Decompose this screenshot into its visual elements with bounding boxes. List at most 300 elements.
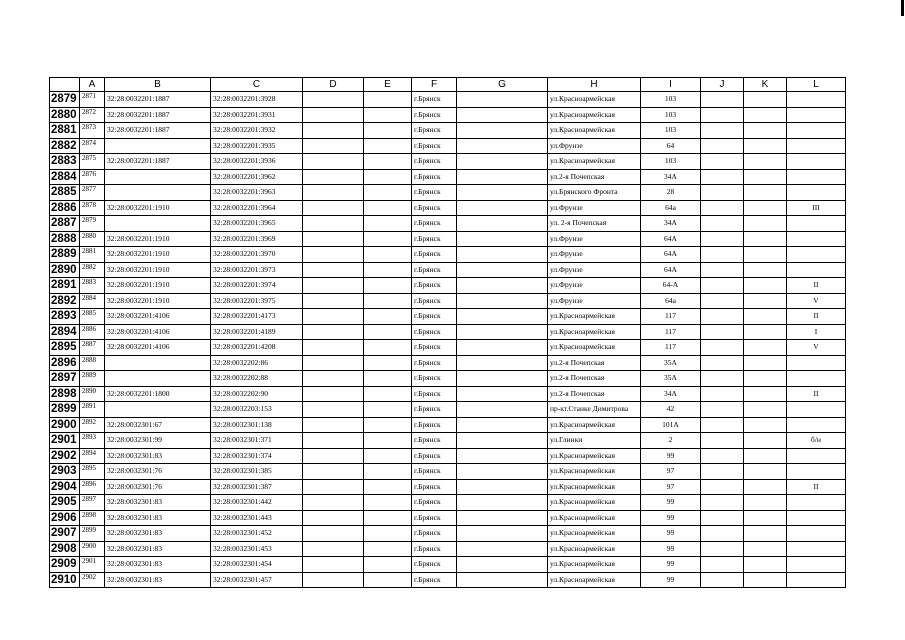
cell-a[interactable]: 2892	[80, 417, 105, 433]
cell-f[interactable]: г.Брянск	[412, 200, 457, 216]
cell-d[interactable]	[303, 417, 364, 433]
cell-k[interactable]	[744, 169, 787, 185]
cell-h[interactable]: ул.Красноармейская	[548, 123, 641, 139]
cell-k[interactable]	[744, 154, 787, 170]
cell-l[interactable]	[787, 572, 846, 588]
cell-d[interactable]	[303, 510, 364, 526]
cell-g[interactable]	[457, 293, 548, 309]
cell-c[interactable]: 32:28:0032201:4173	[211, 309, 303, 325]
cell-j[interactable]	[701, 200, 744, 216]
cell-a[interactable]: 2878	[80, 200, 105, 216]
cell-b[interactable]: 32:28:0032201:4106	[105, 340, 211, 356]
column-header-k[interactable]: K	[744, 78, 787, 92]
cell-a[interactable]: 2899	[80, 526, 105, 542]
cell-a[interactable]: 2882	[80, 262, 105, 278]
cell-j[interactable]	[701, 557, 744, 573]
cell-j[interactable]	[701, 169, 744, 185]
cell-g[interactable]	[457, 107, 548, 123]
cell-j[interactable]	[701, 216, 744, 232]
cell-j[interactable]	[701, 572, 744, 588]
cell-b[interactable]: 32:28:0032301:83	[105, 526, 211, 542]
cell-e[interactable]	[364, 355, 412, 371]
cell-e[interactable]	[364, 200, 412, 216]
cell-f[interactable]: г.Брянск	[412, 572, 457, 588]
cell-g[interactable]	[457, 479, 548, 495]
cell-b[interactable]: 32:28:0032301:83	[105, 541, 211, 557]
cell-g[interactable]	[457, 572, 548, 588]
cell-g[interactable]	[457, 495, 548, 511]
cell-h[interactable]: ул.Красноармейская	[548, 464, 641, 480]
cell-e[interactable]	[364, 216, 412, 232]
cell-k[interactable]	[744, 402, 787, 418]
cell-a[interactable]: 2881	[80, 247, 105, 263]
cell-k[interactable]	[744, 123, 787, 139]
cell-a[interactable]: 2889	[80, 371, 105, 387]
cell-k[interactable]	[744, 92, 787, 108]
cell-k[interactable]	[744, 107, 787, 123]
cell-f[interactable]: г.Брянск	[412, 92, 457, 108]
cell-d[interactable]	[303, 169, 364, 185]
cell-c[interactable]: 32:28:0032202:90	[211, 386, 303, 402]
cell-l[interactable]	[787, 510, 846, 526]
cell-j[interactable]	[701, 309, 744, 325]
cell-l[interactable]: II	[787, 479, 846, 495]
cell-a[interactable]: 2895	[80, 464, 105, 480]
cell-h[interactable]: ул.Фрунзе	[548, 247, 641, 263]
cell-a[interactable]: 2902	[80, 572, 105, 588]
cell-k[interactable]	[744, 557, 787, 573]
cell-h[interactable]: ул.2-я Почепская	[548, 169, 641, 185]
cell-e[interactable]	[364, 340, 412, 356]
cell-e[interactable]	[364, 386, 412, 402]
row-number-cell[interactable]: 2904	[50, 479, 80, 495]
row-number-cell[interactable]: 2899	[50, 402, 80, 418]
cell-d[interactable]	[303, 355, 364, 371]
row-number-cell[interactable]: 2897	[50, 371, 80, 387]
cell-b[interactable]: 32:28:0032201:1910	[105, 278, 211, 294]
cell-d[interactable]	[303, 138, 364, 154]
cell-g[interactable]	[457, 526, 548, 542]
row-number-cell[interactable]: 2889	[50, 247, 80, 263]
cell-d[interactable]	[303, 262, 364, 278]
cell-l[interactable]	[787, 169, 846, 185]
cell-h[interactable]: ул.Красноармейская	[548, 324, 641, 340]
cell-a[interactable]: 2893	[80, 433, 105, 449]
cell-c[interactable]: 32:28:0032301:138	[211, 417, 303, 433]
cell-b[interactable]	[105, 138, 211, 154]
cell-c[interactable]: 32:28:0032202:88	[211, 371, 303, 387]
cell-l[interactable]	[787, 247, 846, 263]
row-number-cell[interactable]: 2886	[50, 200, 80, 216]
cell-i[interactable]: 2	[641, 433, 701, 449]
cell-h[interactable]: ул.Фрунзе	[548, 293, 641, 309]
row-number-cell[interactable]: 2909	[50, 557, 80, 573]
cell-e[interactable]	[364, 557, 412, 573]
cell-l[interactable]	[787, 185, 846, 201]
cell-j[interactable]	[701, 371, 744, 387]
column-header-j[interactable]: J	[701, 78, 744, 92]
cell-l[interactable]	[787, 262, 846, 278]
cell-h[interactable]: ул.Красноармейская	[548, 417, 641, 433]
cell-i[interactable]: 103	[641, 123, 701, 139]
cell-d[interactable]	[303, 557, 364, 573]
cell-a[interactable]: 2891	[80, 402, 105, 418]
cell-k[interactable]	[744, 247, 787, 263]
cell-k[interactable]	[744, 479, 787, 495]
cell-k[interactable]	[744, 340, 787, 356]
cell-h[interactable]: ул.Красноармейская	[548, 495, 641, 511]
cell-d[interactable]	[303, 123, 364, 139]
cell-b[interactable]: 32:28:0032301:67	[105, 417, 211, 433]
cell-c[interactable]: 32:28:0032201:3935	[211, 138, 303, 154]
cell-h[interactable]: пр-кт.Станке Димитрова	[548, 402, 641, 418]
cell-d[interactable]	[303, 92, 364, 108]
cell-f[interactable]: г.Брянск	[412, 355, 457, 371]
cell-h[interactable]: ул.Фрунзе	[548, 278, 641, 294]
cell-f[interactable]: г.Брянск	[412, 479, 457, 495]
row-number-cell[interactable]: 2881	[50, 123, 80, 139]
cell-a[interactable]: 2897	[80, 495, 105, 511]
cell-f[interactable]: г.Брянск	[412, 123, 457, 139]
cell-b[interactable]: 32:28:0032301:83	[105, 448, 211, 464]
cell-h[interactable]: ул.Красноармейская	[548, 340, 641, 356]
column-header-f[interactable]: F	[412, 78, 457, 92]
cell-e[interactable]	[364, 448, 412, 464]
cell-b[interactable]: 32:28:0032201:1910	[105, 293, 211, 309]
cell-f[interactable]: г.Брянск	[412, 495, 457, 511]
cell-i[interactable]: 64А	[641, 262, 701, 278]
cell-j[interactable]	[701, 433, 744, 449]
row-number-cell[interactable]: 2883	[50, 154, 80, 170]
cell-e[interactable]	[364, 293, 412, 309]
cell-b[interactable]	[105, 355, 211, 371]
row-number-cell[interactable]: 2898	[50, 386, 80, 402]
cell-i[interactable]: 99	[641, 526, 701, 542]
cell-j[interactable]	[701, 293, 744, 309]
cell-g[interactable]	[457, 417, 548, 433]
column-header-b[interactable]: B	[105, 78, 211, 92]
cell-b[interactable]: 32:28:0032301:76	[105, 479, 211, 495]
cell-k[interactable]	[744, 309, 787, 325]
cell-k[interactable]	[744, 216, 787, 232]
cell-g[interactable]	[457, 464, 548, 480]
cell-h[interactable]: ул.Фрунзе	[548, 138, 641, 154]
cell-h[interactable]: ул.Красноармейская	[548, 92, 641, 108]
cell-f[interactable]: г.Брянск	[412, 169, 457, 185]
cell-b[interactable]: 32:28:0032201:1800	[105, 386, 211, 402]
cell-f[interactable]: г.Брянск	[412, 541, 457, 557]
cell-f[interactable]: г.Брянск	[412, 448, 457, 464]
row-number-cell[interactable]: 2893	[50, 309, 80, 325]
cell-f[interactable]: г.Брянск	[412, 231, 457, 247]
cell-l[interactable]	[787, 371, 846, 387]
cell-l[interactable]: б/н	[787, 433, 846, 449]
cell-h[interactable]: ул.Фрунзе	[548, 262, 641, 278]
cell-j[interactable]	[701, 479, 744, 495]
cell-c[interactable]: 32:28:0032301:452	[211, 526, 303, 542]
cell-i[interactable]: 64а	[641, 293, 701, 309]
cell-e[interactable]	[364, 278, 412, 294]
cell-a[interactable]: 2901	[80, 557, 105, 573]
cell-g[interactable]	[457, 324, 548, 340]
cell-g[interactable]	[457, 386, 548, 402]
cell-b[interactable]: 32:28:0032301:76	[105, 464, 211, 480]
cell-i[interactable]: 117	[641, 309, 701, 325]
cell-e[interactable]	[364, 138, 412, 154]
cell-g[interactable]	[457, 448, 548, 464]
cell-b[interactable]	[105, 371, 211, 387]
cell-g[interactable]	[457, 433, 548, 449]
cell-c[interactable]: 32:28:0032201:3963	[211, 185, 303, 201]
cell-e[interactable]	[364, 417, 412, 433]
cell-b[interactable]: 32:28:0032201:1910	[105, 231, 211, 247]
cell-l[interactable]	[787, 231, 846, 247]
cell-c[interactable]: 32:28:0032201:4208	[211, 340, 303, 356]
cell-f[interactable]: г.Брянск	[412, 510, 457, 526]
cell-d[interactable]	[303, 185, 364, 201]
cell-j[interactable]	[701, 340, 744, 356]
cell-d[interactable]	[303, 526, 364, 542]
cell-k[interactable]	[744, 355, 787, 371]
cell-k[interactable]	[744, 510, 787, 526]
row-number-cell[interactable]: 2905	[50, 495, 80, 511]
cell-e[interactable]	[364, 185, 412, 201]
cell-d[interactable]	[303, 386, 364, 402]
cell-b[interactable]: 32:28:0032201:4106	[105, 324, 211, 340]
cell-k[interactable]	[744, 138, 787, 154]
cell-h[interactable]: ул.Красноармейская	[548, 557, 641, 573]
cell-b[interactable]: 32:28:0032301:83	[105, 495, 211, 511]
cell-g[interactable]	[457, 216, 548, 232]
cell-e[interactable]	[364, 309, 412, 325]
cell-a[interactable]: 2872	[80, 107, 105, 123]
cell-h[interactable]: ул.Брянского Фронта	[548, 185, 641, 201]
cell-f[interactable]: г.Брянск	[412, 154, 457, 170]
cell-c[interactable]: 32:28:0032201:4189	[211, 324, 303, 340]
cell-c[interactable]: 32:28:0032201:3965	[211, 216, 303, 232]
cell-i[interactable]: 64а	[641, 200, 701, 216]
cell-a[interactable]: 2887	[80, 340, 105, 356]
cell-k[interactable]	[744, 541, 787, 557]
cell-h[interactable]: ул.Красноармейская	[548, 541, 641, 557]
cell-d[interactable]	[303, 541, 364, 557]
cell-d[interactable]	[303, 107, 364, 123]
cell-d[interactable]	[303, 293, 364, 309]
cell-c[interactable]: 32:28:0032201:3928	[211, 92, 303, 108]
cell-g[interactable]	[457, 371, 548, 387]
cell-i[interactable]: 64А	[641, 231, 701, 247]
cell-i[interactable]: 34А	[641, 169, 701, 185]
cell-k[interactable]	[744, 324, 787, 340]
cell-l[interactable]	[787, 464, 846, 480]
cell-c[interactable]: 32:28:0032301:443	[211, 510, 303, 526]
cell-j[interactable]	[701, 417, 744, 433]
cell-e[interactable]	[364, 169, 412, 185]
cell-b[interactable]	[105, 402, 211, 418]
cell-g[interactable]	[457, 278, 548, 294]
cell-a[interactable]: 2877	[80, 185, 105, 201]
cell-f[interactable]: г.Брянск	[412, 417, 457, 433]
cell-l[interactable]	[787, 557, 846, 573]
cell-f[interactable]: г.Брянск	[412, 293, 457, 309]
cell-c[interactable]: 32:28:0032301:453	[211, 541, 303, 557]
cell-b[interactable]: 32:28:0032201:1910	[105, 200, 211, 216]
cell-g[interactable]	[457, 154, 548, 170]
row-number-cell[interactable]: 2890	[50, 262, 80, 278]
row-number-cell[interactable]: 2908	[50, 541, 80, 557]
cell-j[interactable]	[701, 526, 744, 542]
cell-j[interactable]	[701, 262, 744, 278]
cell-k[interactable]	[744, 231, 787, 247]
cell-k[interactable]	[744, 278, 787, 294]
cell-i[interactable]: 99	[641, 557, 701, 573]
cell-b[interactable]	[105, 185, 211, 201]
cell-k[interactable]	[744, 262, 787, 278]
row-number-cell[interactable]: 2900	[50, 417, 80, 433]
cell-i[interactable]: 117	[641, 324, 701, 340]
cell-f[interactable]: г.Брянск	[412, 138, 457, 154]
cell-l[interactable]	[787, 92, 846, 108]
cell-j[interactable]	[701, 92, 744, 108]
cell-j[interactable]	[701, 386, 744, 402]
cell-h[interactable]: ул.Красноармейская	[548, 107, 641, 123]
cell-e[interactable]	[364, 247, 412, 263]
cell-l[interactable]: V	[787, 340, 846, 356]
row-number-cell[interactable]: 2896	[50, 355, 80, 371]
row-number-cell[interactable]: 2887	[50, 216, 80, 232]
cell-f[interactable]: г.Брянск	[412, 185, 457, 201]
cell-c[interactable]: 32:28:0032301:457	[211, 572, 303, 588]
cell-j[interactable]	[701, 355, 744, 371]
cell-l[interactable]: I	[787, 324, 846, 340]
cell-d[interactable]	[303, 247, 364, 263]
cell-e[interactable]	[364, 262, 412, 278]
cell-e[interactable]	[364, 526, 412, 542]
column-header-c[interactable]: C	[211, 78, 303, 92]
cell-b[interactable]: 32:28:0032201:1887	[105, 154, 211, 170]
cell-e[interactable]	[364, 107, 412, 123]
cell-i[interactable]: 64-А	[641, 278, 701, 294]
cell-a[interactable]: 2894	[80, 448, 105, 464]
cell-e[interactable]	[364, 433, 412, 449]
cell-a[interactable]: 2888	[80, 355, 105, 371]
cell-g[interactable]	[457, 510, 548, 526]
cell-j[interactable]	[701, 107, 744, 123]
row-number-cell[interactable]: 2892	[50, 293, 80, 309]
cell-g[interactable]	[457, 541, 548, 557]
row-number-cell[interactable]: 2879	[50, 92, 80, 108]
cell-l[interactable]	[787, 355, 846, 371]
column-header-g[interactable]: G	[457, 78, 548, 92]
cell-f[interactable]: г.Брянск	[412, 526, 457, 542]
cell-l[interactable]	[787, 107, 846, 123]
cell-e[interactable]	[364, 572, 412, 588]
cell-e[interactable]	[364, 154, 412, 170]
cell-e[interactable]	[364, 510, 412, 526]
cell-h[interactable]: ул.Глинки	[548, 433, 641, 449]
cell-l[interactable]	[787, 526, 846, 542]
cell-h[interactable]: ул.Красноармейская	[548, 448, 641, 464]
cell-j[interactable]	[701, 541, 744, 557]
cell-h[interactable]: ул.2-я Почепская	[548, 386, 641, 402]
cell-l[interactable]: V	[787, 293, 846, 309]
cell-c[interactable]: 32:28:0032301:442	[211, 495, 303, 511]
cell-e[interactable]	[364, 479, 412, 495]
cell-j[interactable]	[701, 402, 744, 418]
cell-c[interactable]: 32:28:0032201:3975	[211, 293, 303, 309]
cell-h[interactable]: ул.Красноармейская	[548, 154, 641, 170]
cell-j[interactable]	[701, 278, 744, 294]
column-header-l[interactable]: L	[787, 78, 846, 92]
cell-i[interactable]: 99	[641, 448, 701, 464]
cell-g[interactable]	[457, 340, 548, 356]
cell-g[interactable]	[457, 169, 548, 185]
cell-c[interactable]: 32:28:0032201:3974	[211, 278, 303, 294]
cell-d[interactable]	[303, 402, 364, 418]
cell-k[interactable]	[744, 433, 787, 449]
cell-d[interactable]	[303, 495, 364, 511]
row-number-cell[interactable]: 2906	[50, 510, 80, 526]
cell-c[interactable]: 32:28:0032201:3936	[211, 154, 303, 170]
cell-k[interactable]	[744, 417, 787, 433]
cell-i[interactable]: 34А	[641, 386, 701, 402]
cell-i[interactable]: 35А	[641, 355, 701, 371]
cell-j[interactable]	[701, 123, 744, 139]
cell-i[interactable]: 99	[641, 495, 701, 511]
cell-b[interactable]: 32:28:0032201:4106	[105, 309, 211, 325]
cell-b[interactable]: 32:28:0032201:1887	[105, 123, 211, 139]
row-number-cell[interactable]: 2888	[50, 231, 80, 247]
cell-b[interactable]	[105, 169, 211, 185]
cell-j[interactable]	[701, 154, 744, 170]
row-number-cell[interactable]: 2882	[50, 138, 80, 154]
cell-d[interactable]	[303, 371, 364, 387]
row-number-cell[interactable]: 2880	[50, 107, 80, 123]
cell-f[interactable]: г.Брянск	[412, 464, 457, 480]
cell-i[interactable]: 101А	[641, 417, 701, 433]
cell-e[interactable]	[364, 231, 412, 247]
cell-b[interactable]: 32:28:0032301:83	[105, 572, 211, 588]
cell-f[interactable]: г.Брянск	[412, 402, 457, 418]
cell-i[interactable]: 28	[641, 185, 701, 201]
cell-a[interactable]: 2876	[80, 169, 105, 185]
cell-e[interactable]	[364, 123, 412, 139]
cell-l[interactable]: II	[787, 278, 846, 294]
cell-l[interactable]: III	[787, 200, 846, 216]
cell-f[interactable]: г.Брянск	[412, 107, 457, 123]
cell-f[interactable]: г.Брянск	[412, 340, 457, 356]
cell-a[interactable]: 2883	[80, 278, 105, 294]
cell-d[interactable]	[303, 572, 364, 588]
cell-j[interactable]	[701, 510, 744, 526]
cell-k[interactable]	[744, 526, 787, 542]
cell-f[interactable]: г.Брянск	[412, 386, 457, 402]
cell-c[interactable]: 32:28:0032301:371	[211, 433, 303, 449]
row-number-cell[interactable]: 2891	[50, 278, 80, 294]
cell-k[interactable]	[744, 495, 787, 511]
cell-a[interactable]: 2886	[80, 324, 105, 340]
cell-f[interactable]: г.Брянск	[412, 247, 457, 263]
cell-h[interactable]: ул.Фрунзе	[548, 200, 641, 216]
cell-d[interactable]	[303, 216, 364, 232]
cell-f[interactable]: г.Брянск	[412, 262, 457, 278]
cell-l[interactable]	[787, 402, 846, 418]
cell-j[interactable]	[701, 495, 744, 511]
cell-h[interactable]: ул.Фрунзе	[548, 231, 641, 247]
cell-h[interactable]: ул. 2-я Почепская	[548, 216, 641, 232]
cell-a[interactable]: 2896	[80, 479, 105, 495]
cell-d[interactable]	[303, 278, 364, 294]
